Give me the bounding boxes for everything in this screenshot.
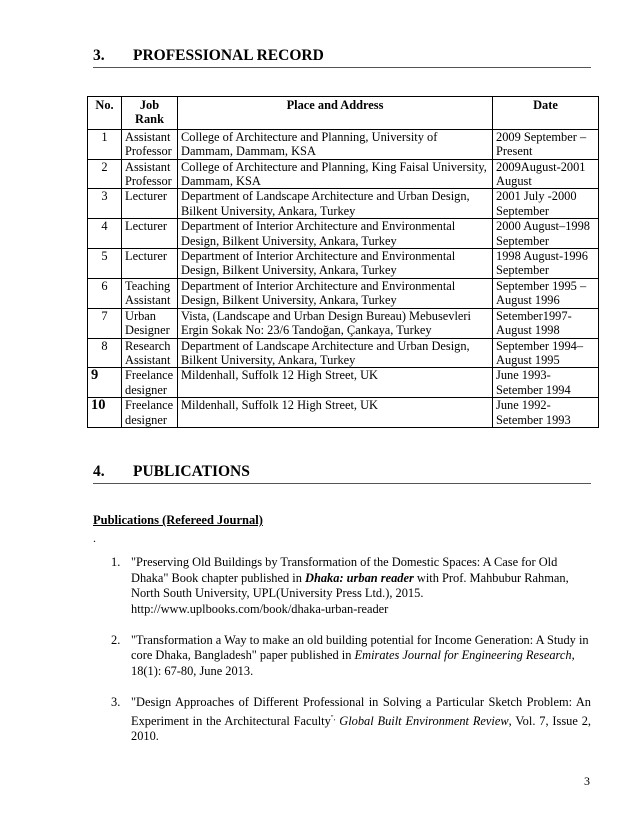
row-place-and-address: College of Architecture and Planning, King Faisal University, Dammam, KSA [178, 159, 493, 189]
row-date: September 1995 – August 1996 [493, 278, 599, 308]
section-number: 4. [93, 463, 105, 480]
row-place-and-address: Department of Interior Architecture and Environmental Design, Bilkent University, Ankara, Turkey [178, 278, 493, 308]
row-job-rank: Teaching Assistant [122, 278, 178, 308]
item-number: 1. [111, 555, 121, 569]
table-row [88, 249, 599, 279]
section-number: 3. [93, 47, 105, 64]
row-date: 2009August-2001 August [493, 159, 599, 189]
row-date: September 1994– August 1995 [493, 338, 599, 368]
table-row [88, 278, 599, 308]
row-number: 3 [88, 189, 122, 219]
list-item [111, 555, 591, 617]
row-job-rank: Urban Designer [122, 308, 178, 338]
citation-text: with Prof. Mahbubur Rahman, North South University, UPL(University Press Ltd.), 2015. [131, 570, 569, 601]
journal-title: Global Built Environment Review [335, 713, 509, 728]
row-place-and-address: Department of Interior Architecture and Environmental Design, Bilkent University, Ankara, Turkey [178, 249, 493, 279]
table-row [88, 368, 599, 398]
row-number: 7 [88, 308, 122, 338]
row-job-rank: Freelance designer [122, 398, 178, 428]
row-place-and-address: College of Architecture and Planning, University of Dammam, Dammam, KSA [178, 129, 493, 159]
header-date: Date [493, 97, 599, 130]
row-job-rank: Research Assistant [122, 338, 178, 368]
row-number: 6 [88, 278, 122, 308]
row-place-and-address: Vista, (Landscape and Urban Design Bureau) Mebusevleri Ergin Sokak No: 23/6 Tandoğan, Çankaya, Turkey [178, 308, 493, 338]
row-number: 5 [88, 249, 122, 279]
row-job-rank: Lecturer [122, 189, 178, 219]
table-row [88, 219, 599, 249]
row-job-rank: Assistant Professor [122, 159, 178, 189]
table-row [88, 338, 599, 368]
citation-text: 18(1): 67-80, June 2013. [131, 664, 254, 679]
citation-text: "Preserving Old Buildings by Transformation of the Domestic Spaces: A Case for Old Dhaka" Book chapter published in [131, 555, 558, 585]
publication-text [131, 695, 591, 745]
table-header-row [88, 97, 599, 130]
row-job-rank: Lecturer [122, 219, 178, 249]
row-number: 2 [88, 159, 122, 189]
item-number: 2. [111, 632, 121, 647]
header-job-rank: Job Rank [122, 97, 178, 130]
row-place-and-address: Department of Interior Architecture and Environmental Design, Bilkent University, Ankara, Turkey [178, 219, 493, 249]
row-date: 2000 August–1998 September [493, 219, 599, 249]
publication-text [131, 633, 591, 680]
row-date: June 1993-Setember 1994 [493, 368, 599, 398]
table-row [88, 189, 599, 219]
citation-text: "Transformation a Way to make an old building potential for Income Generation: A Study in core Dhaka, Bangladesh" paper published in [131, 632, 589, 663]
book-title: Dhaka: urban reader [305, 570, 414, 585]
row-place-and-address: Department of Landscape Architecture and Urban Design, Bilkent University, Ankara, Turkey [178, 338, 493, 368]
row-job-rank: Lecturer [122, 249, 178, 279]
row-place-and-address: Department of Landscape Architecture and Urban Design, Bilkent University, Ankara, Turkey [178, 189, 493, 219]
list-item [111, 695, 591, 745]
row-date: 1998 August-1996 September [493, 249, 599, 279]
table-row [88, 159, 599, 189]
list-item [111, 633, 591, 680]
row-job-rank: Freelance designer [122, 368, 178, 398]
row-job-rank: Assistant Professor [122, 129, 178, 159]
section-title: PROFESSIONAL RECORD [133, 47, 324, 64]
row-place-and-address: Mildenhall, Suffolk 12 High Street, UK [178, 398, 493, 428]
row-date: June 1992-Setember 1993 [493, 398, 599, 428]
section-title: PUBLICATIONS [133, 463, 250, 480]
row-number: 9 [88, 368, 122, 398]
row-number: 10 [88, 398, 122, 428]
section-heading-professional-record [93, 47, 591, 68]
table-row [88, 129, 599, 159]
publication-url[interactable]: http://www.uplbooks.com/book/dhaka-urban-reader [131, 601, 389, 616]
superscript-mark: ", [330, 713, 336, 722]
journal-title: Emirates Journal for Engineering Research, [354, 648, 575, 663]
row-date: Setember1997-August 1998 [493, 308, 599, 338]
publication-text [131, 555, 591, 617]
header-place-and-address: Place and Address [178, 97, 493, 130]
section-heading-publications [93, 463, 591, 484]
header-no: No. [88, 97, 122, 130]
row-number: 1 [88, 129, 122, 159]
stray-dot: . [93, 531, 96, 545]
row-date: 2009 September – Present [493, 129, 599, 159]
table-row [88, 308, 599, 338]
citation-text: , Vol. 7, Issue 2, 2010. [131, 713, 591, 744]
row-place-and-address: Mildenhall, Suffolk 12 High Street, UK [178, 368, 493, 398]
publications-subheading: Publications (Refereed Journal) [93, 513, 263, 527]
row-number: 8 [88, 338, 122, 368]
row-number: 4 [88, 219, 122, 249]
citation-text: "Design Approaches of Different Professional in Solving a Particular Sketch Problem: An Experiment in the Architectural Faculty [131, 695, 591, 728]
publications-list [111, 555, 591, 761]
table-row [88, 398, 599, 428]
professional-record-table [87, 96, 599, 428]
row-date: 2001 July -2000 September [493, 189, 599, 219]
item-number: 3. [111, 695, 121, 710]
page-number: 3 [584, 774, 590, 788]
